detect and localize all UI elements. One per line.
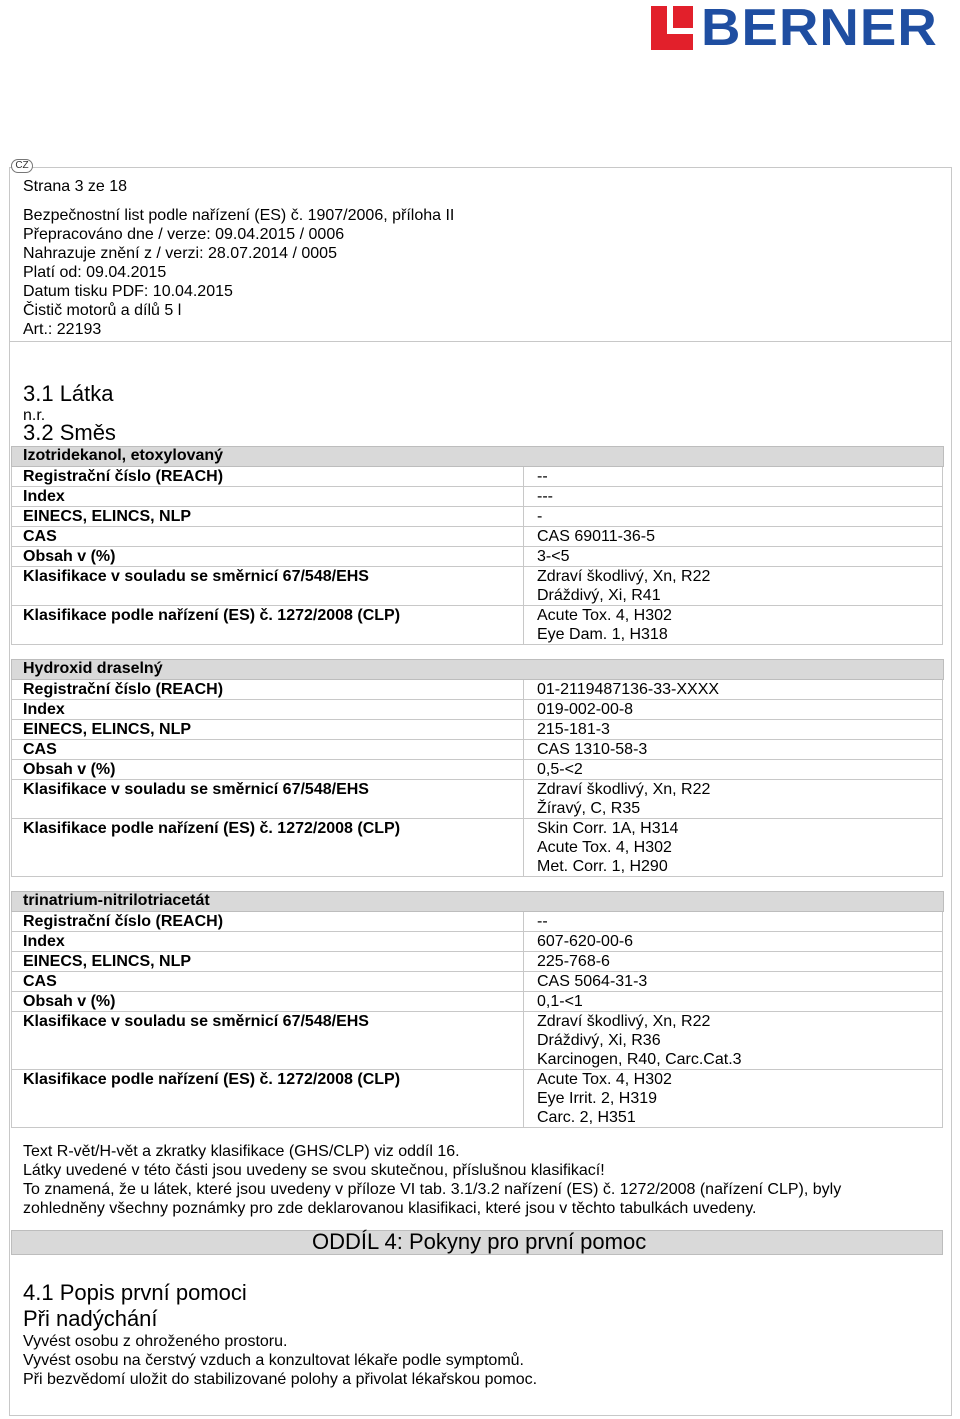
substance-table [11,446,943,645]
table-row: CAS CAS 1310-58-3 [12,740,942,760]
instruction-line: Vyvést osobu na čerstvý vzduch a konzultovat lékaře podle symptomů. [23,1352,524,1369]
table-row: EINECS, ELINCS, NLP 225-768-6 [12,952,942,972]
header-divider [10,341,951,342]
note-line: zohledněny všechny poznámky pro zde deklarovanou klasifikaci, které jsou v těchto tabulkách uvedeny. [23,1200,757,1217]
table-row: Obsah v (%) 0,5-<2 [12,760,942,780]
table-row: Klasifikace v souladu se směrnicí 67/548/EHS Zdraví škodlivý, Xn, R22 Dráždivý, Xi, R41 [12,567,942,606]
table-row: Klasifikace v souladu se směrnicí 67/548/EHS Zdraví škodlivý, Xn, R22 Dráždivý, Xi, R36 Karcinogen, R40, Carc.Cat.3 [12,1012,942,1070]
section-3-1-title: 3.1 Látka [23,381,114,406]
note-line: Látky uvedené v této části jsou uvedeny se svou skutečnou, příslušnou klasifikací! [23,1162,605,1179]
table-row: Klasifikace podle nařízení (ES) č. 1272/2008 (CLP) Acute Tox. 4, H302 Eye Irrit. 2, H319 Carc. 2, H351 [12,1070,942,1127]
page-number: Strana 3 ze 18 [23,178,128,195]
table-row: CAS CAS 69011-36-5 [12,527,942,547]
header-line-revised: Přepracováno dne / verze: 09.04.2015 / 0006 [23,226,345,243]
table-row: Registrační číslo (REACH) -- [12,467,942,487]
table-row: CAS CAS 5064-31-3 [12,972,942,992]
substance-name: trinatrium-nitrilotriacetát [11,891,944,912]
table-row: Index 607-620-00-6 [12,932,942,952]
table-row: EINECS, ELINCS, NLP - [12,507,942,527]
table-row: Klasifikace podle nařízení (ES) č. 1272/2008 (CLP) Acute Tox. 4, H302 Eye Dam. 1, H318 [12,606,942,644]
substance-table [11,891,943,1128]
substance-table [11,659,943,877]
berner-logo-text: BERNER [701,0,938,57]
table-row: Registrační číslo (REACH) 01-2119487136-33-XXXX [12,680,942,700]
table-row: Obsah v (%) 3-<5 [12,547,942,567]
table-row: Registrační číslo (REACH) -- [12,912,942,932]
instruction-line: Při bezvědomí uložit do stabilizované polohy a přivolat lékařskou pomoc. [23,1371,538,1388]
table-row: Klasifikace v souladu se směrnicí 67/548/EHS Zdraví škodlivý, Xn, R22 Žíravý, C, R35 [12,780,942,819]
note-line: To znamená, že u látek, které jsou uvedeny v příloze VI tab. 3.1/3.2 nařízení (ES) č. 1272/2008 (nařízení CLP), byly [23,1181,842,1198]
document-header [23,177,454,339]
berner-logo-mark [651,6,693,50]
section-3-1-value: n.r. [23,407,46,424]
note-line: Text R-vět/H-vět a zkratky klasifikace (GHS/CLP) viz oddíl 16. [23,1143,460,1160]
section-4-1-subheading: Při nadýchání [23,1306,158,1331]
substance-name: Izotridekanol, etoxylovaný [11,446,944,467]
berner-logo [651,0,938,57]
classification-notes [23,1142,841,1218]
header-line-article: Art.: 22193 [23,321,102,338]
table-row: Index --- [12,487,942,507]
header-line-valid-from: Platí od: 09.04.2015 [23,264,167,281]
country-badge: CZ [11,159,33,173]
substance-name: Hydroxid draselný [11,659,944,680]
header-line-print-date: Datum tisku PDF: 10.04.2015 [23,283,233,300]
table-row: EINECS, ELINCS, NLP 215-181-3 [12,720,942,740]
table-row: Obsah v (%) 0,1-<1 [12,992,942,1012]
table-row: Klasifikace podle nařízení (ES) č. 1272/2008 (CLP) Skin Corr. 1A, H314 Acute Tox. 4, H302 Met. Corr. 1, H290 [12,819,942,876]
first-aid-instructions [23,1332,537,1389]
header-line-product: Čistič motorů a dílů 5 l [23,302,182,319]
header-line-replaces: Nahrazuje znění z / verzi: 28.07.2014 / 0005 [23,245,337,262]
header-line-regulation: Bezpečnostní list podle nařízení (ES) č. 1907/2006, příloha II [23,207,455,224]
section-4-title: ODDÍL 4: Pokyny pro první pomoc [312,1229,647,1254]
section-4-1-title: 4.1 Popis první pomoci [23,1280,247,1305]
instruction-line: Vyvést osobu z ohroženého prostoru. [23,1333,288,1350]
table-row: Index 019-002-00-8 [12,700,942,720]
section-3-2-title: 3.2 Směs [23,420,116,445]
